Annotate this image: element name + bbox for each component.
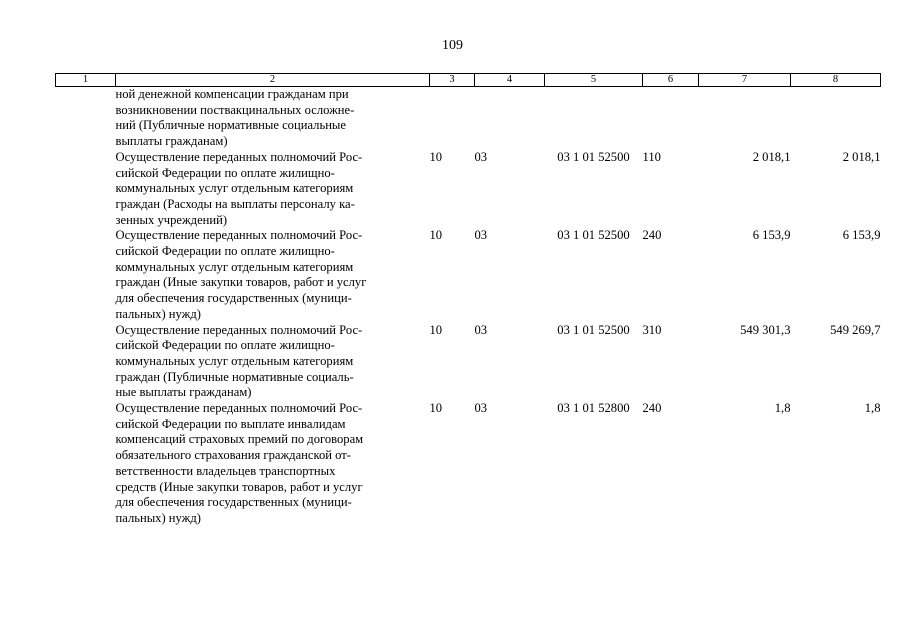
expense-name-cell <box>116 87 430 150</box>
expense-name-line: Осуществление переданных полномочий Рос- <box>115 149 363 164</box>
expense-name-line: компенсаций страховых премий по договорам <box>115 432 364 447</box>
expense-name-line: граждан (Публичные нормативные социаль- <box>115 369 354 384</box>
expense-type-cell <box>643 87 699 150</box>
expense-name-line: возникновении поствакцинальных осложне- <box>115 102 355 117</box>
expense-name-cell <box>116 401 430 527</box>
expense-name-line: пальных) нужд) <box>115 306 201 321</box>
expense-name-line: сийской Федерации по оплате жилищно- <box>115 338 335 353</box>
subsection-code-cell: 03 <box>474 149 488 164</box>
row-number-cell <box>56 323 116 402</box>
column-header: 6 <box>643 74 699 87</box>
target-article-cell: 03 1 01 52500 <box>557 149 630 164</box>
expense-name-line: коммунальных услуг отдельным категориям <box>115 353 354 368</box>
amount-year1-cell: 549 301,3 <box>740 322 791 337</box>
amount-year2-cell: 549 269,7 <box>830 322 881 337</box>
target-article-cell: 03 1 01 52500 <box>557 322 630 337</box>
table-body <box>56 87 881 527</box>
expense-name-line: зенных учреждений) <box>115 212 228 227</box>
expense-name-line: сийской Федерации по выплате инвалидам <box>115 416 346 431</box>
subsection-code-cell: 03 <box>474 228 488 243</box>
expense-name-line: ные выплаты гражданам) <box>115 385 252 400</box>
expense-name-line: коммунальных услуг отдельным категориям <box>115 259 354 274</box>
target-article-cell <box>545 87 643 150</box>
section-code-cell: 10 <box>429 228 443 243</box>
expense-name-line: коммунальных услуг отдельным категориям <box>115 181 354 196</box>
column-header: 1 <box>56 74 116 87</box>
column-number-row <box>56 74 881 87</box>
section-code-cell: 10 <box>429 149 443 164</box>
amount-year1-cell: 2 018,1 <box>752 149 791 164</box>
budget-table <box>55 73 881 527</box>
column-header: 2 <box>116 74 430 87</box>
expense-name-line: граждан (Иные закупки товаров, работ и услуг <box>115 275 367 290</box>
subsection-code-cell: 03 <box>474 401 488 416</box>
column-header: 5 <box>545 74 643 87</box>
column-header: 4 <box>475 74 545 87</box>
expense-name-line: пальных) нужд) <box>115 510 201 525</box>
expense-name-line: сийской Федерации по оплате жилищно- <box>115 244 335 259</box>
subsection-code-cell <box>475 87 545 150</box>
expense-name-line: Осуществление переданных полномочий Рос- <box>115 401 363 416</box>
row-number-cell <box>56 87 116 150</box>
expense-type-cell: 240 <box>642 228 662 243</box>
target-article-cell: 03 1 01 52800 <box>557 401 630 416</box>
table-row <box>56 87 881 150</box>
expense-name-line: обязательного страхования гражданской от- <box>115 448 351 463</box>
expense-name-line: сийской Федерации по оплате жилищно- <box>115 165 335 180</box>
table-row <box>56 228 881 322</box>
section-code-cell <box>430 87 475 150</box>
expense-name-cell <box>116 150 430 229</box>
expense-name-line: ветственности владельцев транспортных <box>115 463 336 478</box>
expense-name-cell <box>116 323 430 402</box>
expense-name-line: средств (Иные закупки товаров, работ и услуг <box>115 479 363 494</box>
expense-name-line: Осуществление переданных полномочий Рос- <box>115 228 363 243</box>
expense-name-line: для обеспечения государственных (муници- <box>115 495 352 510</box>
expense-type-cell: 110 <box>642 149 661 164</box>
expense-name-line: выплаты гражданам) <box>115 134 228 149</box>
expense-name-line: ной денежной компенсации гражданам при <box>115 87 349 101</box>
expense-name-line: для обеспечения государственных (муници- <box>115 291 352 306</box>
section-code-cell: 10 <box>429 401 443 416</box>
row-number-cell <box>56 401 116 527</box>
row-number-cell <box>56 228 116 322</box>
expense-name-line: Осуществление переданных полномочий Рос- <box>115 322 363 337</box>
expense-type-cell: 240 <box>642 401 662 416</box>
table-row <box>56 150 881 229</box>
page-number: 109 <box>442 38 463 53</box>
target-article-cell: 03 1 01 52500 <box>557 228 630 243</box>
amount-year2-cell <box>791 87 881 150</box>
amount-year1-cell: 1,8 <box>774 401 791 416</box>
column-header: 3 <box>430 74 475 87</box>
section-code-cell: 10 <box>429 322 443 337</box>
expense-name-cell <box>116 228 430 322</box>
column-header: 7 <box>699 74 791 87</box>
amount-year2-cell: 1,8 <box>864 401 881 416</box>
expense-name-line: граждан (Расходы на выплаты персоналу ка- <box>115 196 355 211</box>
amount-year2-cell: 2 018,1 <box>842 149 881 164</box>
table-row <box>56 401 881 527</box>
column-header: 8 <box>791 74 881 87</box>
expense-type-cell: 310 <box>642 322 662 337</box>
row-number-cell <box>56 150 116 229</box>
amount-year1-cell <box>699 87 791 150</box>
amount-year1-cell: 6 153,9 <box>752 228 791 243</box>
amount-year2-cell: 6 153,9 <box>842 228 881 243</box>
expense-name-line: ний (Публичные нормативные социальные <box>115 118 346 133</box>
table-row <box>56 323 881 402</box>
subsection-code-cell: 03 <box>474 322 488 337</box>
